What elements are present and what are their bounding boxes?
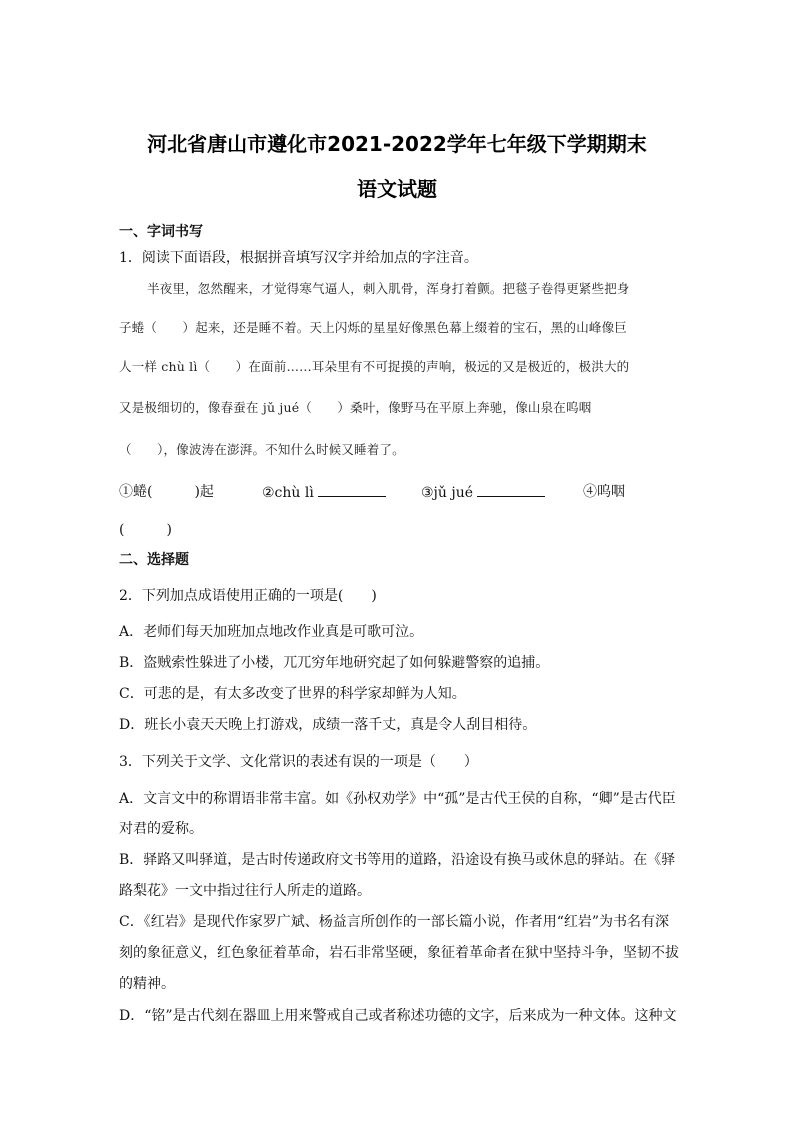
question-3-option-line: 对君的爱称。 <box>119 821 203 837</box>
question-2-stem: 2．下列加点成语使用正确的一项是( ) <box>119 588 377 604</box>
answer-label-2: ②chù lì <box>262 485 314 501</box>
page-title: 河北省唐山市遵化市2021-2022学年七年级下学期期末 <box>147 132 647 156</box>
question-3-option-line: C．《红岩》是现代作家罗广斌、杨益言所创作的一部长篇小说，作者用“红岩”为书名有深 <box>119 914 670 930</box>
question-3-option-line: 路梨花》一文中指过往行人所走的道路。 <box>119 883 371 899</box>
question-3-option-line: D．“铭”是古代刻在器皿上用来警戒自己或者称述功德的文字，后来成为一种文体。这种文 <box>119 1008 677 1024</box>
answer-item-2 <box>262 482 386 503</box>
answer-item-3 <box>421 482 545 503</box>
question-3-option-line: 刻的象征意义，红色象征着革命，岩石非常坚硬，象征着革命者在狱中坚持斗争，坚韧不拔 <box>119 945 679 961</box>
section-heading-choice: 二、选择题 <box>119 552 189 568</box>
answer-item-4: ④呜咽 <box>583 484 625 500</box>
question-2-option-a: A．老师们每天加班加点地改作业真是可歌可泣。 <box>119 624 424 640</box>
question-3-stem: 3．下列关于文学、文化常识的表述有误的一项是（ ） <box>119 754 478 770</box>
question-3-option-line: B．驿路又叫驿道，是古时传递政府文书等用的道路，沿途设有换马或休息的驿站。在《驿 <box>119 852 676 868</box>
answer-blank-2[interactable] <box>318 482 386 497</box>
passage-line: （ ），像波涛在澎湃。不知什么时候又睡着了。 <box>119 442 405 457</box>
answer-item-1: ①蜷( )起 <box>119 484 214 500</box>
section-heading-vocab: 一、字词书写 <box>119 224 203 240</box>
answer-label-3: ③jǔ jué <box>421 485 474 501</box>
passage-line: 半夜里，忽然醒来，才觉得寒气逼人，刺入肌骨，浑身打着颤。把毯子卷得更紧些把身 <box>147 281 630 296</box>
answer-item-4-paren: ( ) <box>119 522 172 538</box>
question-3-option-line: A．文言文中的称谓语非常丰富。如《孙权劝学》中“孤”是古代王侯的自称，“卿”是古代臣 <box>119 791 676 807</box>
page-subtitle: 语文试题 <box>357 177 437 201</box>
passage-line: 人一样 chù lì（ ）在面前……耳朵里有不可捉摸的声响，极远的又是极近的，极洪大的 <box>119 359 630 374</box>
question-3-option-line: 的精神。 <box>119 976 175 992</box>
question-2-option-c: C．可悲的是，有太多改变了世界的科学家却鲜为人知。 <box>119 686 466 702</box>
answer-blank-3[interactable] <box>477 482 545 497</box>
question-2-option-b: B．盗贼索性躲进了小楼，兀兀穷年地研究起了如何躲避警察的追捕。 <box>119 655 550 671</box>
passage-line: 子蜷（ ）起来，还是睡不着。天上闪烁的星星好像黑色幕上缀着的宝石，黑的山峰像巨 <box>119 320 628 335</box>
passage-line: 又是极细切的，像春蚕在 jǔ jué（ ）桑叶，像野马在平原上奔驰，像山泉在呜咽 <box>119 400 592 415</box>
question-2-option-d: D．班长小袁天天晚上打游戏，成绩一落千丈，真是令人刮目相待。 <box>119 717 537 733</box>
question-1-stem: 1．阅读下面语段，根据拼音填写汉字并给加点的字注音。 <box>119 250 478 266</box>
